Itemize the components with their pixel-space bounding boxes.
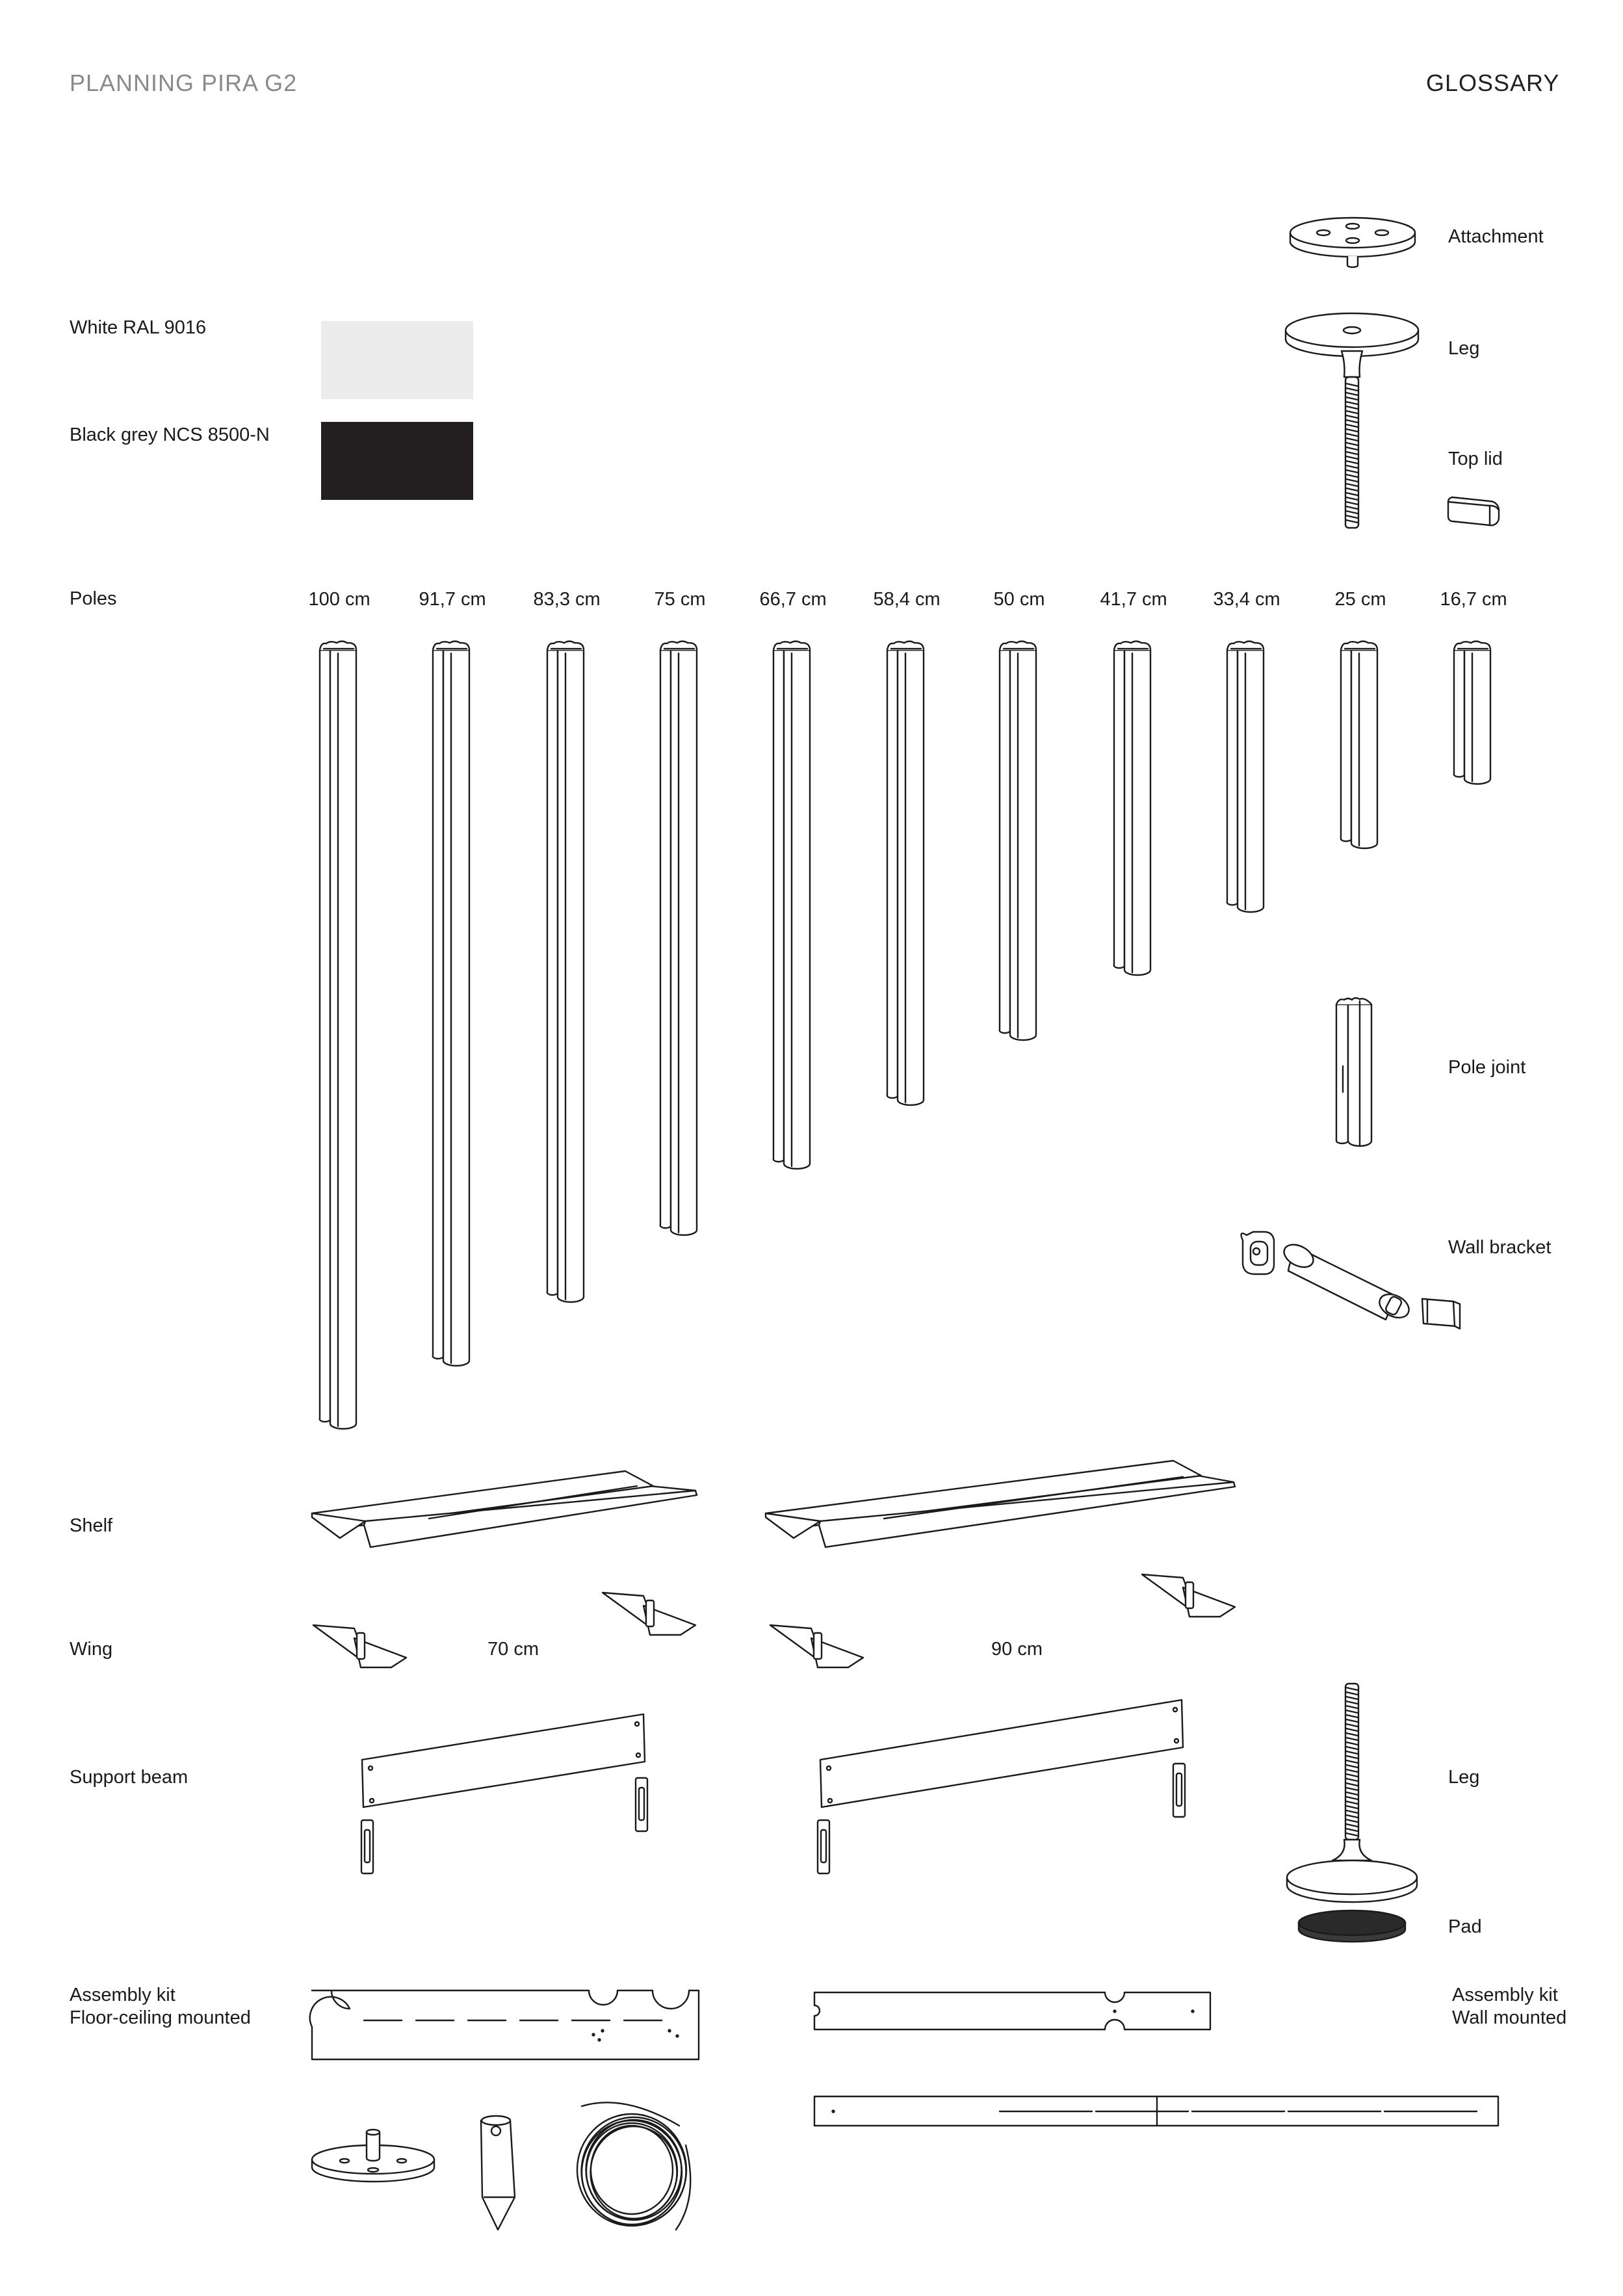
attachment-label: Attachment — [1448, 226, 1544, 247]
wings-90-illustration — [770, 1574, 1235, 1667]
wing-label: Wing — [70, 1639, 113, 1660]
assembly-floor-bar-illustration — [310, 1990, 699, 2059]
pole-2 — [433, 642, 469, 1366]
pole-joint-label: Pole joint — [1448, 1057, 1526, 1078]
width-70-label: 70 cm — [487, 1639, 539, 1660]
assembly-wall-rail-illustration — [814, 2096, 1498, 2126]
poles-illustration — [320, 642, 1490, 1429]
pole-length-label: 41,7 cm — [1100, 589, 1167, 610]
pad-illustration — [1299, 1911, 1405, 1942]
pole-length-label: 100 cm — [308, 589, 370, 610]
assembly-floor-parts-illustration — [312, 2130, 434, 2182]
pole-length-label: 75 cm — [654, 589, 706, 610]
pole-7 — [1000, 642, 1036, 1041]
pole-length-label: 50 cm — [993, 589, 1045, 610]
wall-plug-illustration — [481, 2116, 515, 2230]
pole-length-label: 91,7 cm — [419, 589, 486, 610]
pole-length-label: 83,3 cm — [533, 589, 601, 610]
attachment-illustration — [1290, 218, 1415, 267]
leg-bottom-illustration — [1287, 1684, 1417, 1902]
support-beam-90-illustration — [818, 1700, 1185, 1873]
leg-bottom-label: Leg — [1448, 1767, 1480, 1788]
top-lid-label: Top lid — [1448, 449, 1503, 469]
pole-5 — [773, 642, 810, 1169]
shelf-70-illustration — [312, 1471, 697, 1547]
pole-length-label: 25 cm — [1334, 589, 1386, 610]
shelf-90-illustration — [766, 1461, 1235, 1547]
color-black-label: Black grey NCS 8500-N — [70, 424, 270, 445]
pole-1 — [320, 642, 356, 1429]
pole-11 — [1454, 642, 1490, 785]
assembly-floor-label-2: Floor-ceiling mounted — [70, 2007, 251, 2028]
pole-length-label: 16,7 cm — [1440, 589, 1507, 610]
pole-4 — [660, 642, 697, 1236]
assembly-wall-bar-illustration — [814, 1992, 1210, 2029]
pole-3 — [547, 642, 584, 1303]
section-title: GLOSSARY — [1426, 70, 1560, 96]
wire-coil-illustration — [577, 2102, 690, 2230]
leg-top-label: Leg — [1448, 338, 1480, 359]
leg-top-illustration — [1286, 313, 1418, 528]
support-beam-70-illustration — [361, 1714, 647, 1873]
shelf-label: Shelf — [70, 1515, 113, 1536]
pole-length-label: 66,7 cm — [759, 589, 827, 610]
assembly-wall-label-1: Assembly kit — [1452, 1985, 1558, 2005]
assembly-floor-label-1: Assembly kit — [70, 1985, 175, 2005]
pole-6 — [887, 642, 924, 1106]
wall-bracket-label: Wall bracket — [1448, 1237, 1552, 1258]
wings-70-illustration — [313, 1593, 695, 1667]
assembly-wall-label-2: Wall mounted — [1452, 2007, 1567, 2028]
pole-9 — [1227, 642, 1264, 913]
color-white-label: White RAL 9016 — [70, 317, 207, 338]
pole-length-label: 58,4 cm — [873, 589, 941, 610]
support-beam-label: Support beam — [70, 1767, 188, 1788]
pole-length-label: 33,4 cm — [1213, 589, 1280, 610]
document-title: PLANNING PIRA G2 — [70, 70, 298, 96]
pole-10 — [1341, 642, 1377, 849]
width-90-label: 90 cm — [991, 1639, 1043, 1660]
pole-8 — [1114, 642, 1150, 976]
poles-label: Poles — [70, 588, 117, 609]
wall-bracket-illustration — [1241, 1232, 1460, 1329]
pad-label: Pad — [1448, 1916, 1482, 1937]
pole-joint-illustration — [1336, 998, 1371, 1146]
top-lid-illustration — [1448, 497, 1499, 525]
